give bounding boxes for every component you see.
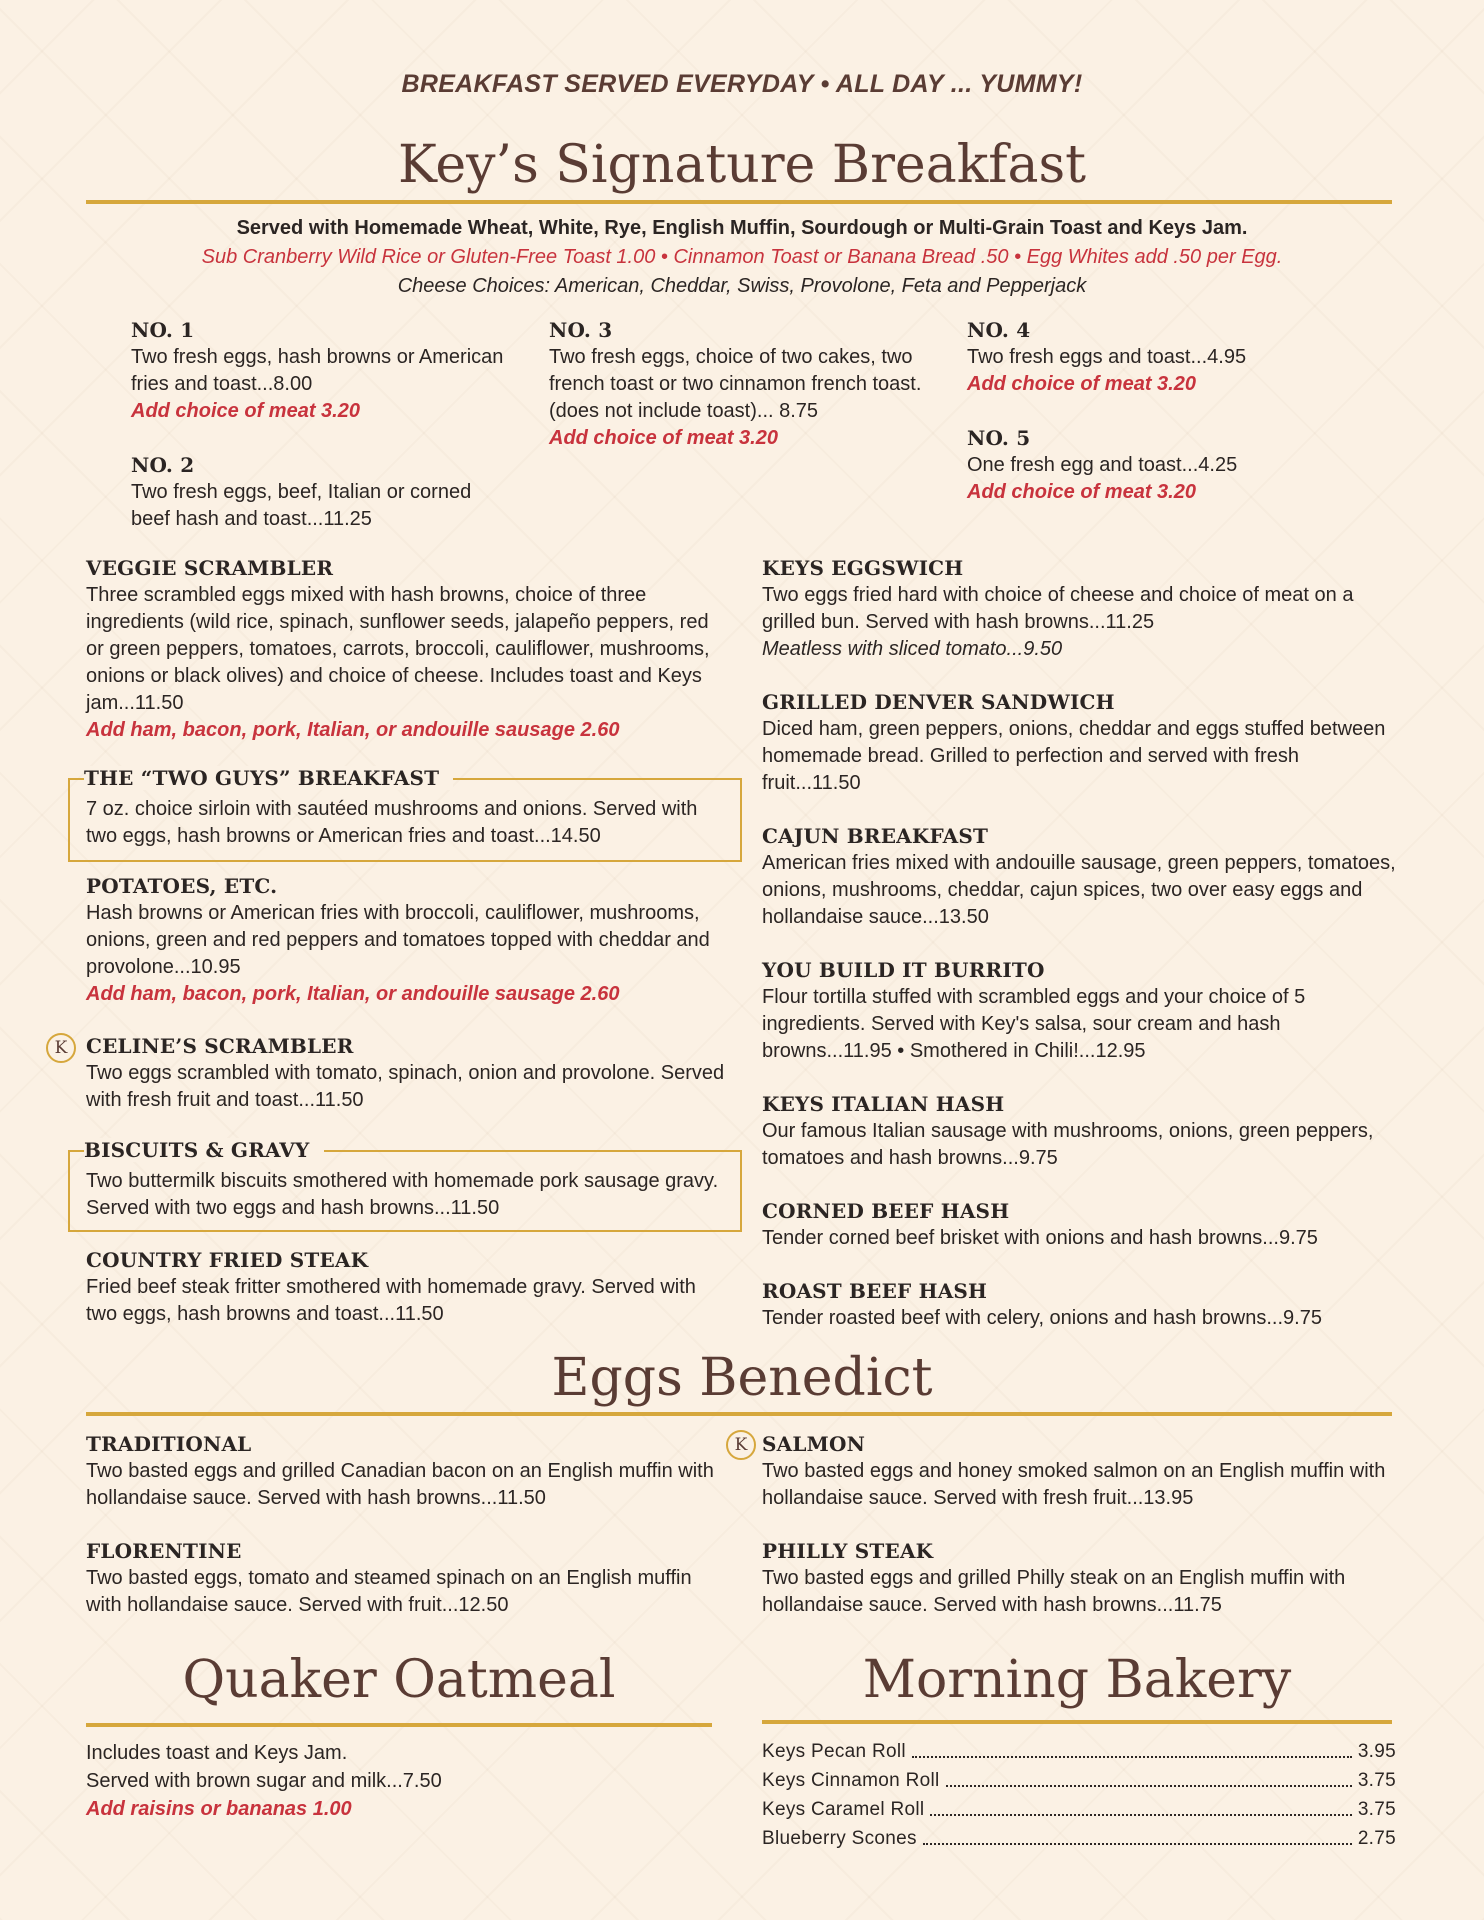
menu-item-no2 bbox=[131, 453, 511, 533]
item-desc: Two eggs fried hard with choice of cheese and choice of meat on a grilled bun. Served with hash browns...11.25 bbox=[762, 584, 1354, 633]
menu-item-cajun-breakfast bbox=[762, 824, 1398, 931]
item-desc: Two fresh eggs, hash browns or American fries and toast...8.00 bbox=[131, 346, 504, 395]
menu-item-grilled-denver bbox=[762, 690, 1398, 797]
item-addon: Add ham, bacon, pork, Italian, or andouille sausage 2.60 bbox=[86, 983, 620, 1005]
menu-item-celines-scrambler bbox=[86, 1034, 726, 1114]
bakery-row bbox=[762, 1824, 1396, 1853]
bakery-item-price: 3.75 bbox=[1357, 1799, 1396, 1820]
menu-item-no1 bbox=[131, 318, 511, 425]
item-title: TRADITIONAL bbox=[86, 1432, 252, 1456]
boxed-item-biscuits-gravy bbox=[68, 1138, 742, 1232]
bakery-item-price: 3.75 bbox=[1357, 1770, 1396, 1791]
oatmeal-addon: Add raisins or bananas 1.00 bbox=[86, 1798, 352, 1820]
item-title: POTATOES, ETC. bbox=[86, 874, 278, 898]
benedict-title: Eggs Benedict bbox=[551, 1348, 933, 1408]
k-badge-icon: K bbox=[726, 1430, 756, 1460]
bakery-rule bbox=[762, 1720, 1392, 1724]
item-addon: Add choice of meat 3.20 bbox=[131, 400, 360, 422]
benedict-rule bbox=[86, 1412, 1392, 1416]
leader-dots bbox=[930, 1795, 1351, 1816]
item-desc: Hash browns or American fries with broccoli, cauliflower, mushrooms, onions, green and red peppers and tomatoes topped with cheddar and provolone...10.95 bbox=[86, 902, 710, 978]
bakery-item-price: 2.75 bbox=[1357, 1828, 1396, 1849]
item-title: YOU BUILD IT BURRITO bbox=[762, 958, 1045, 982]
item-title: VEGGIE SCRAMBLER bbox=[86, 556, 334, 580]
item-title: NO. 1 bbox=[131, 318, 195, 342]
menu-item-veggie-scrambler bbox=[86, 556, 726, 744]
oatmeal-line1: Includes toast and Keys Jam. bbox=[86, 1742, 348, 1764]
menu-item-no4 bbox=[967, 318, 1357, 398]
item-addon: Add choice of meat 3.20 bbox=[549, 427, 778, 449]
item-title: NO. 4 bbox=[967, 318, 1031, 342]
tagline: BREAKFAST SERVED EVERYDAY • ALL DAY ... YUMMY! bbox=[401, 70, 1083, 98]
item-desc: Two basted eggs and grilled Philly steak on an English muffin with hollandaise sauce. Served with hash browns...11.75 bbox=[762, 1567, 1346, 1616]
item-desc: Two basted eggs, tomato and steamed spinach on an English muffin with hollandaise sauce. Served with fruit...12.50 bbox=[86, 1567, 692, 1616]
item-title: BISCUITS & GRAVY bbox=[84, 1138, 324, 1162]
item-desc: Fried beef steak fritter smothered with homemade gravy. Served with two eggs, hash browns and toast...11.50 bbox=[86, 1276, 696, 1325]
item-desc: Two basted eggs and grilled Canadian bacon on an English muffin with hollandaise sauce. Served with hash browns...11.50 bbox=[86, 1460, 714, 1509]
menu-item-potatoes-etc bbox=[86, 874, 726, 1008]
k-badge-icon: K bbox=[46, 1033, 76, 1063]
leader-dots bbox=[946, 1766, 1352, 1787]
bakery-row bbox=[762, 1766, 1396, 1795]
item-title: CELINE’S SCRAMBLER bbox=[86, 1034, 354, 1058]
leader-dots bbox=[912, 1737, 1352, 1758]
item-title: NO. 5 bbox=[967, 426, 1031, 450]
menu-item-florentine bbox=[86, 1539, 726, 1619]
item-desc: One fresh egg and toast...4.25 bbox=[967, 454, 1238, 476]
bakery-item-price: 3.95 bbox=[1357, 1741, 1396, 1762]
item-note: Meatless with sliced tomato...9.50 bbox=[762, 638, 1063, 660]
item-desc: Two fresh eggs, beef, Italian or corned beef hash and toast...11.25 bbox=[131, 481, 472, 530]
item-title: GRILLED DENVER SANDWICH bbox=[762, 690, 1115, 714]
served-with: Served with Homemade Wheat, White, Rye, English Muffin, Sourdough or Multi-Grain Toast and Keys Jam. bbox=[236, 217, 1248, 239]
menu-item-country-fried-steak bbox=[86, 1248, 726, 1328]
menu-item-salmon bbox=[762, 1432, 1398, 1512]
item-desc: 7 oz. choice sirloin with sautéed mushrooms and onions. Served with two eggs, hash browns or American fries and toast...14.50 bbox=[86, 798, 698, 847]
item-desc: Two buttermilk biscuits smothered with homemade pork sausage gravy. Served with two eggs and hash browns...11.50 bbox=[86, 1170, 719, 1219]
menu-item-keys-eggswich bbox=[762, 556, 1398, 663]
item-addon: Add ham, bacon, pork, Italian, or andouille sausage 2.60 bbox=[86, 719, 620, 741]
bakery-item-name: Blueberry Scones bbox=[762, 1828, 917, 1849]
menu-item-philly-steak bbox=[762, 1539, 1398, 1619]
item-desc: Tender roasted beef with celery, onions and hash browns...9.75 bbox=[762, 1307, 1322, 1329]
item-title: CORNED BEEF HASH bbox=[762, 1199, 1010, 1223]
menu-item-keys-italian-hash bbox=[762, 1092, 1398, 1172]
bakery-row bbox=[762, 1795, 1396, 1824]
item-title: COUNTRY FRIED STEAK bbox=[86, 1248, 369, 1272]
item-desc: Flour tortilla stuffed with scrambled eggs and your choice of 5 ingredients. Served with Key's salsa, sour cream and hash browns...11.95 • Smothered in Chili!...12.95 bbox=[762, 986, 1306, 1062]
menu-item-burrito bbox=[762, 958, 1398, 1065]
menu-item-no3 bbox=[549, 318, 929, 452]
bakery-item-name: Keys Caramel Roll bbox=[762, 1799, 925, 1820]
item-title: KEYS EGGSWICH bbox=[762, 556, 964, 580]
item-title: NO. 3 bbox=[549, 318, 613, 342]
item-desc: American fries mixed with andouille sausage, green peppers, tomatoes, onions, mushrooms, cheddar, cajun spices, two over easy eggs and hollandaise sauce...13.50 bbox=[762, 852, 1396, 928]
item-desc: Two eggs scrambled with tomato, spinach, onion and provolone. Served with fresh fruit and toast...11.50 bbox=[86, 1062, 725, 1111]
leader-dots bbox=[923, 1824, 1352, 1845]
boxed-item-two-guys bbox=[68, 766, 742, 862]
menu-item-traditional bbox=[86, 1432, 726, 1512]
oatmeal-rule bbox=[86, 1723, 712, 1727]
oatmeal-line2: Served with brown sugar and milk...7.50 bbox=[86, 1770, 442, 1792]
item-title: ROAST BEEF HASH bbox=[762, 1279, 988, 1303]
substitutions: Sub Cranberry Wild Rice or Gluten-Free Toast 1.00 • Cinnamon Toast or Banana Bread .50 • Egg Whites add .50 per Egg. bbox=[201, 246, 1283, 268]
item-title: SALMON bbox=[762, 1432, 866, 1456]
menu-item-corned-beef-hash bbox=[762, 1199, 1398, 1252]
item-title: PHILLY STEAK bbox=[762, 1539, 934, 1563]
item-desc: Our famous Italian sausage with mushrooms, onions, green peppers, tomatoes and hash browns...9.75 bbox=[762, 1120, 1374, 1169]
signature-title: Key’s Signature Breakfast bbox=[397, 135, 1087, 195]
bakery-item-name: Keys Pecan Roll bbox=[762, 1741, 906, 1762]
item-title: CAJUN BREAKFAST bbox=[762, 824, 989, 848]
item-desc: Tender corned beef brisket with onions and hash browns...9.75 bbox=[762, 1227, 1318, 1249]
bakery-list bbox=[762, 1737, 1396, 1853]
item-title: NO. 2 bbox=[131, 453, 195, 477]
menu-item-no5 bbox=[967, 426, 1357, 506]
item-addon: Add choice of meat 3.20 bbox=[967, 481, 1196, 503]
item-title: KEYS ITALIAN HASH bbox=[762, 1092, 1005, 1116]
bakery-title: Morning Bakery bbox=[862, 1650, 1292, 1710]
bakery-item-name: Keys Cinnamon Roll bbox=[762, 1770, 940, 1791]
item-desc: Two fresh eggs, choice of two cakes, two french toast or two cinnamon french toast. (does not include toast)... 8.75 bbox=[549, 346, 922, 422]
item-desc: Diced ham, green peppers, onions, cheddar and eggs stuffed between homemade bread. Grilled to perfection and served with fresh fruit...11.50 bbox=[762, 718, 1386, 794]
item-addon: Add choice of meat 3.20 bbox=[967, 373, 1196, 395]
signature-rule bbox=[86, 200, 1392, 204]
item-title: FLORENTINE bbox=[86, 1539, 242, 1563]
item-desc: Three scrambled eggs mixed with hash browns, choice of three ingredients (wild rice, spinach, sunflower seeds, jalapeño peppers, red or green peppers, tomatoes, carrots, broccoli, cauliflower, mushrooms, onions or black olives) and choice of cheese. Includes toast and Keys jam...11.50 bbox=[86, 584, 710, 714]
item-title: THE “TWO GUYS” BREAKFAST bbox=[84, 766, 453, 790]
oatmeal-title: Quaker Oatmeal bbox=[182, 1650, 616, 1710]
item-desc: Two fresh eggs and toast...4.95 bbox=[967, 346, 1247, 368]
menu-item-roast-beef-hash bbox=[762, 1279, 1398, 1332]
item-desc: Two basted eggs and honey smoked salmon on an English muffin with hollandaise sauce. Served with fresh fruit...13.95 bbox=[762, 1460, 1386, 1509]
bakery-row bbox=[762, 1737, 1396, 1766]
cheese-choices: Cheese Choices: American, Cheddar, Swiss, Provolone, Feta and Pepperjack bbox=[397, 275, 1087, 297]
